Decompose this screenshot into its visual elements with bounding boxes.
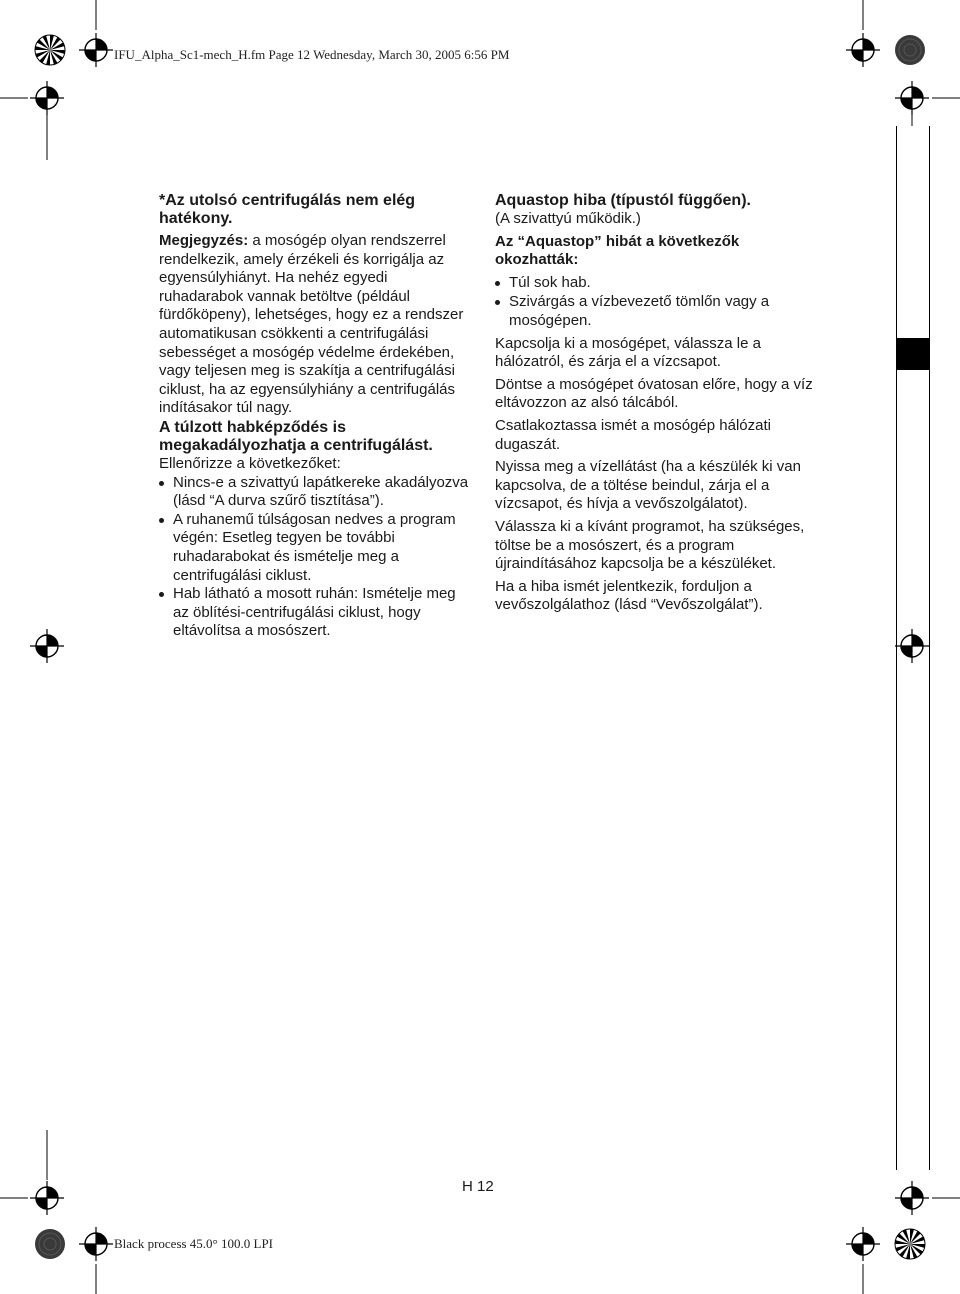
- thumb-tab-frame: [896, 126, 930, 1170]
- check-intro: Ellenőrizze a következőket:: [159, 454, 341, 472]
- instruction-paragraph: Csatlakoztassa ismét a mosógép hálózati dugaszát.: [495, 416, 771, 453]
- instruction-paragraph: Nyissa meg a vízellátást (ha a készülék ki van kapcsolva, de a töltése beindul, zárja el a vízcsapot, és hívja a vevőszolgálatot).: [495, 458, 801, 513]
- slug-bottom: Black process 45.0° 100.0 LPI: [114, 1236, 274, 1251]
- instruction-paragraph: Válassza ki a kívánt programot, ha szükséges, töltse be a mosószert, és a program újraindításához kapcsolja be a készüléket.: [495, 517, 805, 573]
- instruction-paragraph: Döntse a mosógépet óvatosan előre, hogy a víz eltávozzon az alsó tálcából.: [495, 375, 813, 412]
- list-item: Szivárgás a vízbevezető tömlőn vagy a mosógépen.: [495, 293, 815, 330]
- check-list: [159, 474, 471, 641]
- instruction-paragraph: Kapcsolja ki a mosógépet, válassza le a hálózatról, és zárja el a vízcsapot.: [495, 334, 761, 371]
- section-title-aquastop: Aquastop hiba (típustól függően).: [495, 192, 751, 209]
- list-item: Nincs-e a szivattyú lapátkereke akadályozva (lásd “A durva szűrő tisztítása”).: [159, 474, 471, 511]
- slug-top: IFU_Alpha_Sc1-mech_H.fm Page 12 Wednesday, March 30, 2005 6:56 PM: [114, 47, 510, 62]
- cause-heading: Az “Aquastop” hibát a következők okozhatták:: [495, 232, 740, 269]
- note-paragraph: [159, 232, 471, 418]
- note-text: a mosógép olyan rendszerrel rendelkezik, amely érzékeli és korrigálja az egyensúlyhiányt. Ha nehéz egyedi ruhadarabok vannak betöltve (például fürdőköpeny), lehetséges, hogy ez a rendszer automatikusan csökkenti a centrifugálási sebességet a mosógép védelme érdekében, vagy teljesen meg is szakítja a centrifugálási ciklust, ha az egyensúlyhiány a centrifugálás indításakor túl nagy.: [159, 232, 464, 417]
- list-item: A ruhanemű túlságosan nedves a program végén: Esetleg tegyen be további ruhadarabokat és ismételje meg a centrifugálási ciklust.: [159, 511, 471, 585]
- right-column: [495, 192, 815, 615]
- instruction-paragraph: Ha a hiba ismét jelentkezik, forduljon a vevőszolgálathoz (lásd “Vevőszolgálat”).: [495, 577, 763, 614]
- left-column: [159, 192, 471, 641]
- list-item: Túl sok hab.: [495, 274, 815, 293]
- note-label: Megjegyzés:: [159, 232, 249, 249]
- list-item: Hab látható a mosott ruhán: Ismételje meg az öblítési-centrifugálási ciklust, hogy eltávolítsa a mosószert.: [159, 585, 471, 641]
- section-subtitle: (A szivattyú működik.): [495, 210, 641, 227]
- section-title-spin: *Az utolsó centrifugálás nem elég hatékony.: [159, 192, 416, 227]
- cause-list: [495, 274, 815, 331]
- thumb-tab-marker: [896, 338, 930, 370]
- page-number: H 12: [462, 1178, 494, 1195]
- section-title-foam: A túlzott habképződés is megakadályozhatja a centrifugálást.: [159, 418, 433, 454]
